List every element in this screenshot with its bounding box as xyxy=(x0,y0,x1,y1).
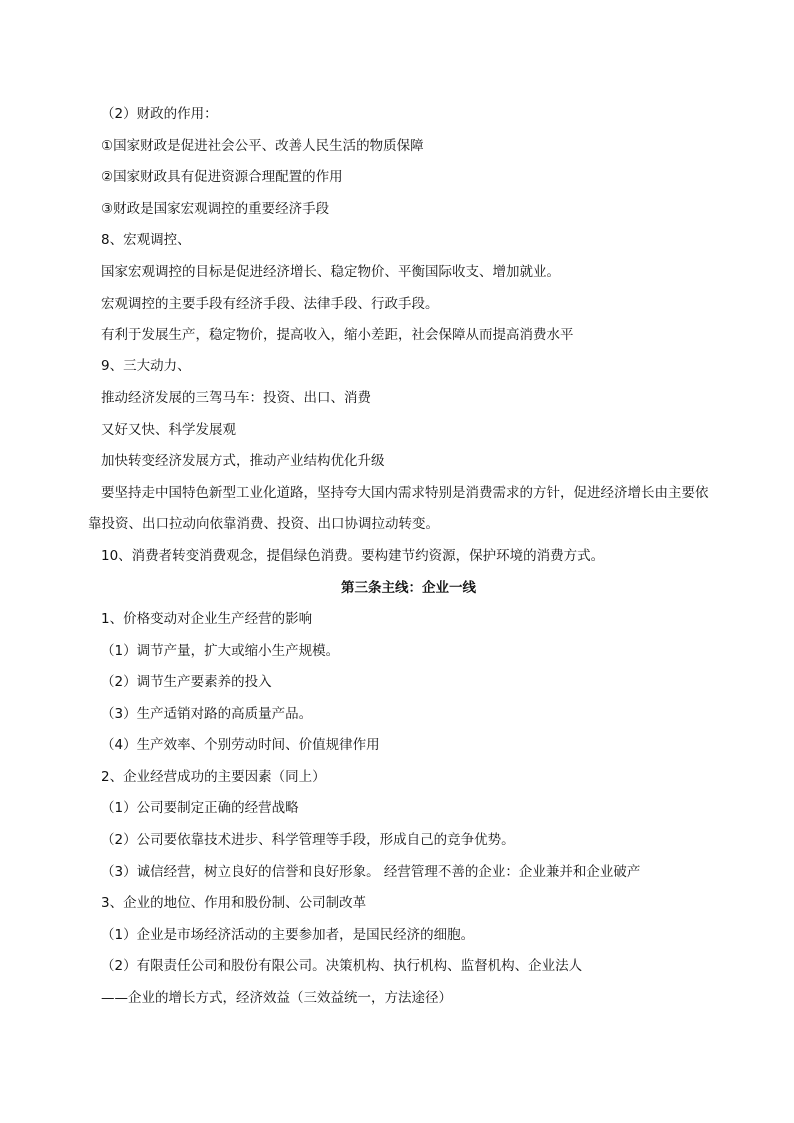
text-line: 10、消费者转变消费观念，提倡绿色消费。要构建节约资源，保护环境的消费方式。 xyxy=(101,548,605,564)
section-heading: 第三条主线：企业一线 xyxy=(341,580,476,596)
text-line: 又好又快、科学发展观 xyxy=(101,422,236,438)
text-line: 1、价格变动对企业生产经营的影响 xyxy=(101,611,313,627)
text-line: （2）调节生产要素养的投入 xyxy=(101,674,272,690)
text-line: （2）有限责任公司和股份有限公司。决策机构、执行机构、监督机构、企业法人 xyxy=(101,958,583,974)
text-line: （3）生产适销对路的高质量产品。 xyxy=(101,706,313,722)
text-line: 8、宏观调控、 xyxy=(101,232,191,248)
text-line: （1）企业是市场经济活动的主要参加者，是国民经济的细胞。 xyxy=(101,927,475,943)
text-line: （1）调节产量，扩大或缩小生产规模。 xyxy=(101,643,340,659)
text-line: 国家宏观调控的目标是促进经济增长、稳定物价、平衡国际收支、增加就业。 xyxy=(101,264,560,280)
text-line: ②国家财政具有促进资源合理配置的作用 xyxy=(101,169,343,185)
text-line: 宏观调控的主要手段有经济手段、法律手段、行政手段。 xyxy=(101,296,439,312)
text-line: ——企业的增长方式，经济效益（三效益统一，方法途径） xyxy=(101,990,452,1006)
text-line: ③财政是国家宏观调控的重要经济手段 xyxy=(101,201,330,217)
text-line: （1）公司要制定正确的经营战略 xyxy=(101,800,299,816)
text-line: （2）财政的作用： xyxy=(101,106,218,122)
text-line: 推动经济发展的三驾马车：投资、出口、消费 xyxy=(101,390,371,406)
text-line: 加快转变经济发展方式，推动产业结构优化升级 xyxy=(101,453,385,469)
text-line: （4）生产效率、个别劳动时间、价值规律作用 xyxy=(101,737,380,753)
text-line: 靠投资、出口拉动向依靠消费、投资、出口协调拉动转变。 xyxy=(88,516,439,532)
text-line: （2）公司要依靠技术进步、科学管理等手段，形成自己的竞争优势。 xyxy=(101,832,515,848)
text-line: 2、企业经营成功的主要因素（同上） xyxy=(101,769,326,785)
text-line: 3、企业的地位、作用和股份制、公司制改革 xyxy=(101,895,367,911)
text-line: 有利于发展生产，稳定物价，提高收入，缩小差距，社会保障从而提高消费水平 xyxy=(101,327,574,343)
text-line: 9、三大动力、 xyxy=(101,358,191,374)
text-line: ①国家财政是促进社会公平、改善人民生活的物质保障 xyxy=(101,138,424,154)
text-line: 要坚持走中国特色新型工业化道路，坚持夸大国内需求特别是消费需求的方针，促进经济增长由主要依 xyxy=(101,485,709,501)
text-line: （3）诚信经营，树立良好的信誉和良好形象。 经营管理不善的企业：企业兼并和企业破产 xyxy=(101,864,641,880)
